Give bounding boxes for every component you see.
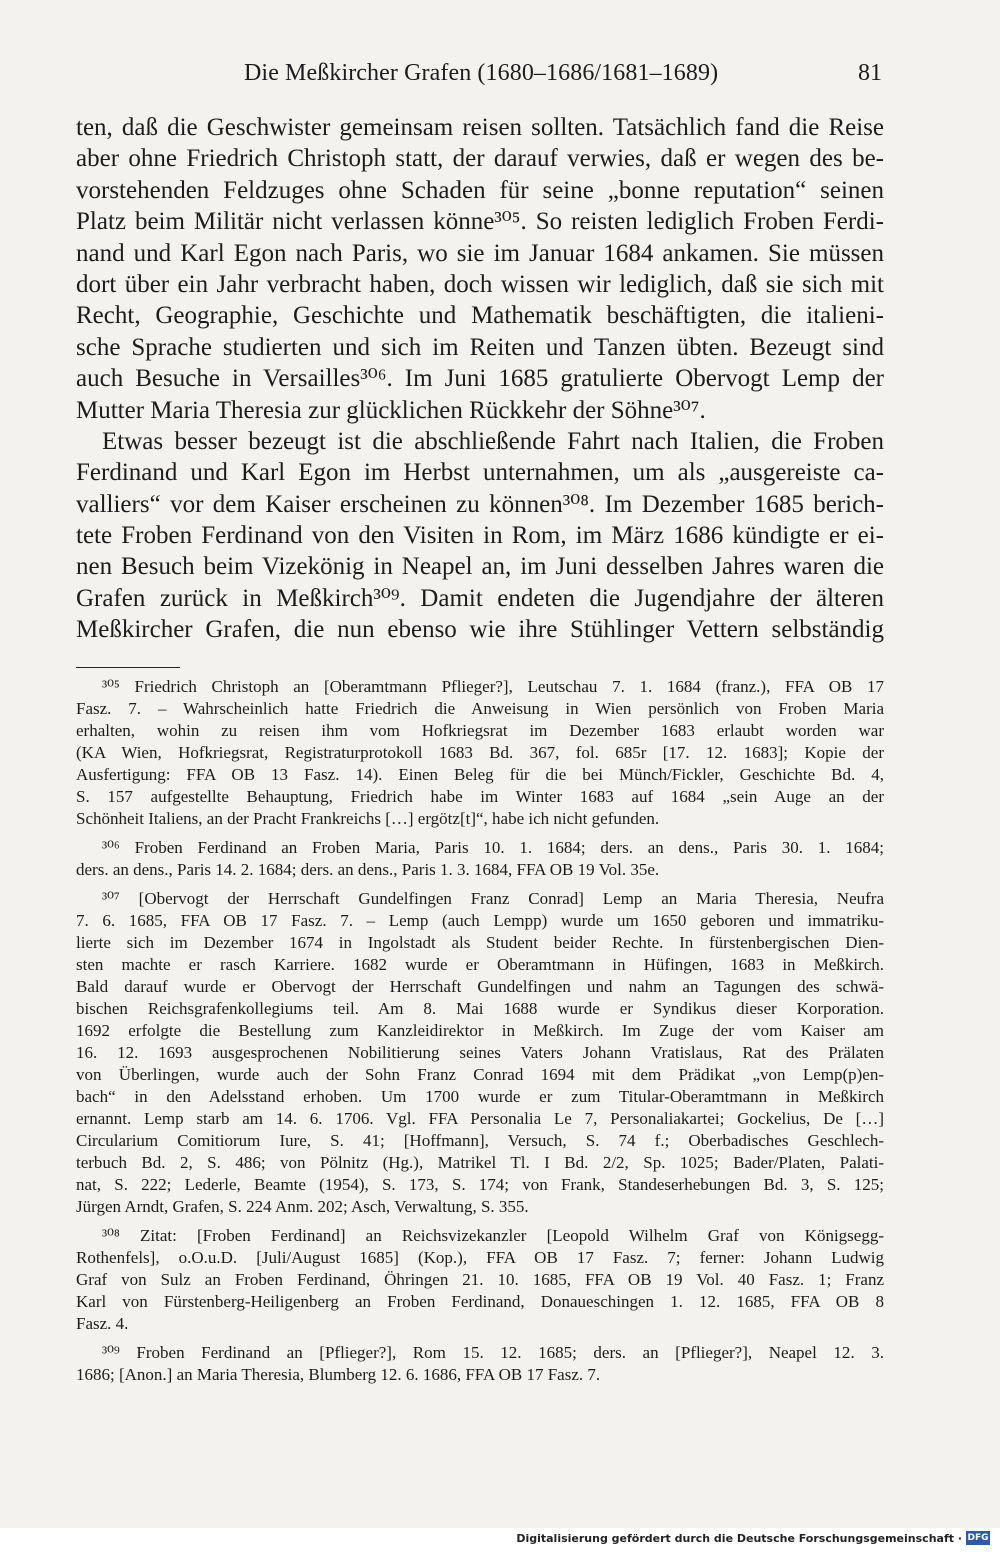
running-head: [76, 60, 884, 100]
footnote-line: lierte sich im Dezember 1674 in Ingolstadt als Student beider Rechte. In fürstenbergischen Dien-: [76, 933, 884, 952]
body-line: auch Besuche in Versailles³⁰⁶. Im Juni 1685 gratulierte Obervogt Lemp der: [76, 365, 884, 393]
footnote-306: [76, 837, 884, 881]
footnote-line: S. 157 aufgestellte Behauptung, Friedrich habe im Winter 1683 auf 1684 „sein Auge an der: [76, 787, 884, 806]
footnote-line: ³⁰⁸ Zitat: [Froben Ferdinand] an Reichsvizekanzler [Leopold Wilhelm Graf von Königsegg-: [102, 1226, 884, 1245]
body-line: valliers“ vor dem Kaiser erscheinen zu können³⁰⁸. Im Dezember 1685 berich-: [76, 490, 884, 518]
body-line: nen Besuch beim Vizekönig in Neapel an, im Juni desselben Jahres waren die: [76, 553, 884, 581]
footnote-line: bischen Reichsgrafenkollegiums teil. Am 8. Mai 1688 wurde er Syndikus dieser Korporation.: [76, 999, 884, 1018]
body-line: Meßkircher Grafen, die nun ebenso wie ihre Stühlinger Vettern selbständig: [76, 616, 884, 644]
footnote-line: nat, S. 222; Lederle, Beamte (1954), S. 173, S. 174; von Frank, Standeserhebungen Bd. 3, S. 125;: [76, 1175, 884, 1194]
footnote-line: Jürgen Arndt, Grafen, S. 224 Anm. 202; Asch, Verwaltung, S. 355.: [76, 1197, 529, 1216]
footnote-line: Bald darauf wurde er Obervogt der Herrschaft Gundelfingen und nahm an Tagungen des schwä-: [76, 977, 884, 996]
footnote-line: ³⁰⁷ [Obervogt der Herrschaft Gundelfingen Franz Conrad] Lemp an Maria Theresia, Neufra: [102, 889, 884, 908]
body-line: aber ohne Friedrich Christoph statt, der darauf verwies, daß er wegen des be-: [76, 145, 884, 173]
body-line: vorstehenden Feldzuges ohne Schaden für seine „bonne reputation“ seinen: [76, 176, 884, 204]
body-line: ten, daß die Geschwister gemeinsam reisen sollten. Tatsächlich fand die Reise: [76, 114, 884, 141]
footnote-line: Karl von Fürstenberg-Heiligenberg an Froben Ferdinand, Donaueschingen 1. 12. 1685, FFA OB 8: [76, 1292, 884, 1311]
footnote-line: 1686; [Anon.] an Maria Theresia, Blumberg 12. 6. 1686, FFA OB 17 Fasz. 7.: [76, 1365, 601, 1384]
footnote-307: [76, 888, 884, 1218]
footnote-line: ders. an dens., Paris 14. 2. 1684; ders. an dens., Paris 1. 3. 1684, FFA OB 19 Vol. 35e.: [76, 860, 660, 879]
footnote-line: terbuch Bd. 2, S. 486; von Pölnitz (Hg.), Matrikel Tl. I Bd. 2/2, Sp. 1025; Bader/Platen, Palati-: [76, 1153, 884, 1172]
running-head-title: Die Meßkircher Grafen (1680–1686/1681–1689): [244, 60, 719, 86]
footnote-line: erhalten, wohin zu reisen ihm vom Hofkriegsrat im Dezember 1683 erlaubt worden war: [76, 721, 884, 740]
dfg-credit-text: Digitalisierung gefördert durch die Deutsche Forschungsgemeinschaft ·: [516, 1532, 962, 1545]
footnote-305: [76, 676, 884, 830]
footnote-308: [76, 1225, 884, 1335]
body-line: dort über ein Jahr verbracht haben, doch wissen wir lediglich, daß sie sich mit: [76, 270, 884, 298]
footnote-line: Graf von Sulz an Froben Ferdinand, Öhringen 21. 10. 1685, FFA OB 19 Vol. 40 Fasz. 1; Franz: [76, 1270, 884, 1289]
page-number: 81: [858, 60, 882, 86]
footnote-line: Circularium Comitiorum Iure, S. 41; [Hoffmann], Versuch, S. 74 f.; Oberbadisches Geschlech-: [76, 1131, 884, 1150]
footnote-309: [76, 1342, 884, 1386]
body-line: tete Froben Ferdinand von den Visiten in Rom, im März 1686 kündigte er ei-: [76, 522, 884, 550]
footnote-line: ³⁰⁵ Friedrich Christoph an [Oberamtmann Pflieger?], Leutschau 7. 1. 1684 (franz.), FFA OB 17: [102, 677, 884, 696]
body-line: Ferdinand und Karl Egon im Herbst unternahmen, um als „ausgereiste ca-: [76, 459, 884, 487]
footnote-separator: [76, 667, 180, 668]
footnote-line: bach“ in den Adelsstand erhoben. Um 1700 wurde er zum Titular-Oberamtmann in Meßkirch: [76, 1087, 884, 1106]
footnote-line: sten machte er rasch Karriere. 1682 wurde er Oberamtmann in Hüfingen, 1683 in Meßkirch.: [76, 955, 884, 974]
footnotes: [76, 676, 884, 1386]
body-line: Etwas besser bezeugt ist die abschließende Fahrt nach Italien, die Froben: [102, 427, 884, 455]
footnote-line: ³⁰⁹ Froben Ferdinand an [Pflieger?], Rom 15. 12. 1685; ders. an [Pflieger?], Neapel 12. 3.: [102, 1343, 884, 1362]
footnote-line: ³⁰⁶ Froben Ferdinand an Froben Maria, Paris 10. 1. 1684; ders. an dens., Paris 30. 1. 1684;: [102, 838, 884, 857]
body-line: Platz beim Militär nicht verlassen könne³⁰⁵. So reisten lediglich Froben Ferdi-: [76, 208, 884, 236]
footnote-line: 16. 12. 1693 ausgesprochenen Nobilitierung seines Vaters Johann Vratislaus, Rat des Prälaten: [76, 1043, 884, 1062]
dfg-logo-icon: DFG: [967, 1533, 989, 1543]
footnote-line: Rothenfels], o.O.u.D. [Juli/August 1685] (Kop.), FFA OB 17 Fasz. 7; ferner: Johann Ludwig: [76, 1248, 884, 1267]
footnote-line: (KA Wien, Hofkriegsrat, Registraturprotokoll 1683 Bd. 367, fol. 685r [17. 12. 1683]; Kopie der: [76, 743, 884, 762]
footnote-line: Fasz. 4.: [76, 1314, 129, 1333]
body-line: Grafen zurück in Meßkirch³⁰⁹. Damit endeten die Jugendjahre der älteren: [76, 584, 884, 612]
footnote-line: Fasz. 7. – Wahrscheinlich hatte Friedrich die Anweisung in Wien persönlich von Froben Maria: [76, 699, 884, 718]
footnote-line: Schönheit Italiens, an der Pracht Frankreichs […] ergötz[t]“, habe ich nicht gefunden.: [76, 809, 660, 828]
footnote-line: 7. 6. 1685, FFA OB 17 Fasz. 7. – Lemp (auch Lempp) wurde um 1650 geboren und immatriku-: [76, 911, 884, 930]
footnote-line: von Überlingen, wurde auch der Sohn Franz Conrad 1694 mit dem Prädikat „von Lemp(p)en-: [76, 1065, 884, 1084]
body-line: nand und Karl Egon nach Paris, wo sie im Januar 1684 ankamen. Sie müssen: [76, 239, 884, 267]
footnote-line: ernannt. Lemp starb am 14. 6. 1706. Vgl. FFA Personalia Le 7, Personaliakartei; Gockelius, De […]: [76, 1109, 884, 1128]
footnote-line: 1692 erfolgte die Bestellung zum Kanzleidirektor in Meßkirch. Im Zuge der vom Kaiser am: [76, 1021, 884, 1040]
footnote-line: Ausfertigung: FFA OB 13 Fasz. 14). Einen Beleg für die bei Münch/Fickler, Geschichte Bd. 4,: [76, 765, 884, 784]
body-line: Mutter Maria Theresia zur glücklichen Rückkehr der Söhne³⁰⁷.: [76, 396, 706, 424]
body-text: [76, 112, 884, 646]
body-line: sche Sprache studierten und sich im Reiten und Tanzen übten. Bezeugt sind: [76, 333, 884, 361]
body-line: Recht, Geographie, Geschichte und Mathematik beschäftigten, die italieni-: [76, 302, 884, 330]
